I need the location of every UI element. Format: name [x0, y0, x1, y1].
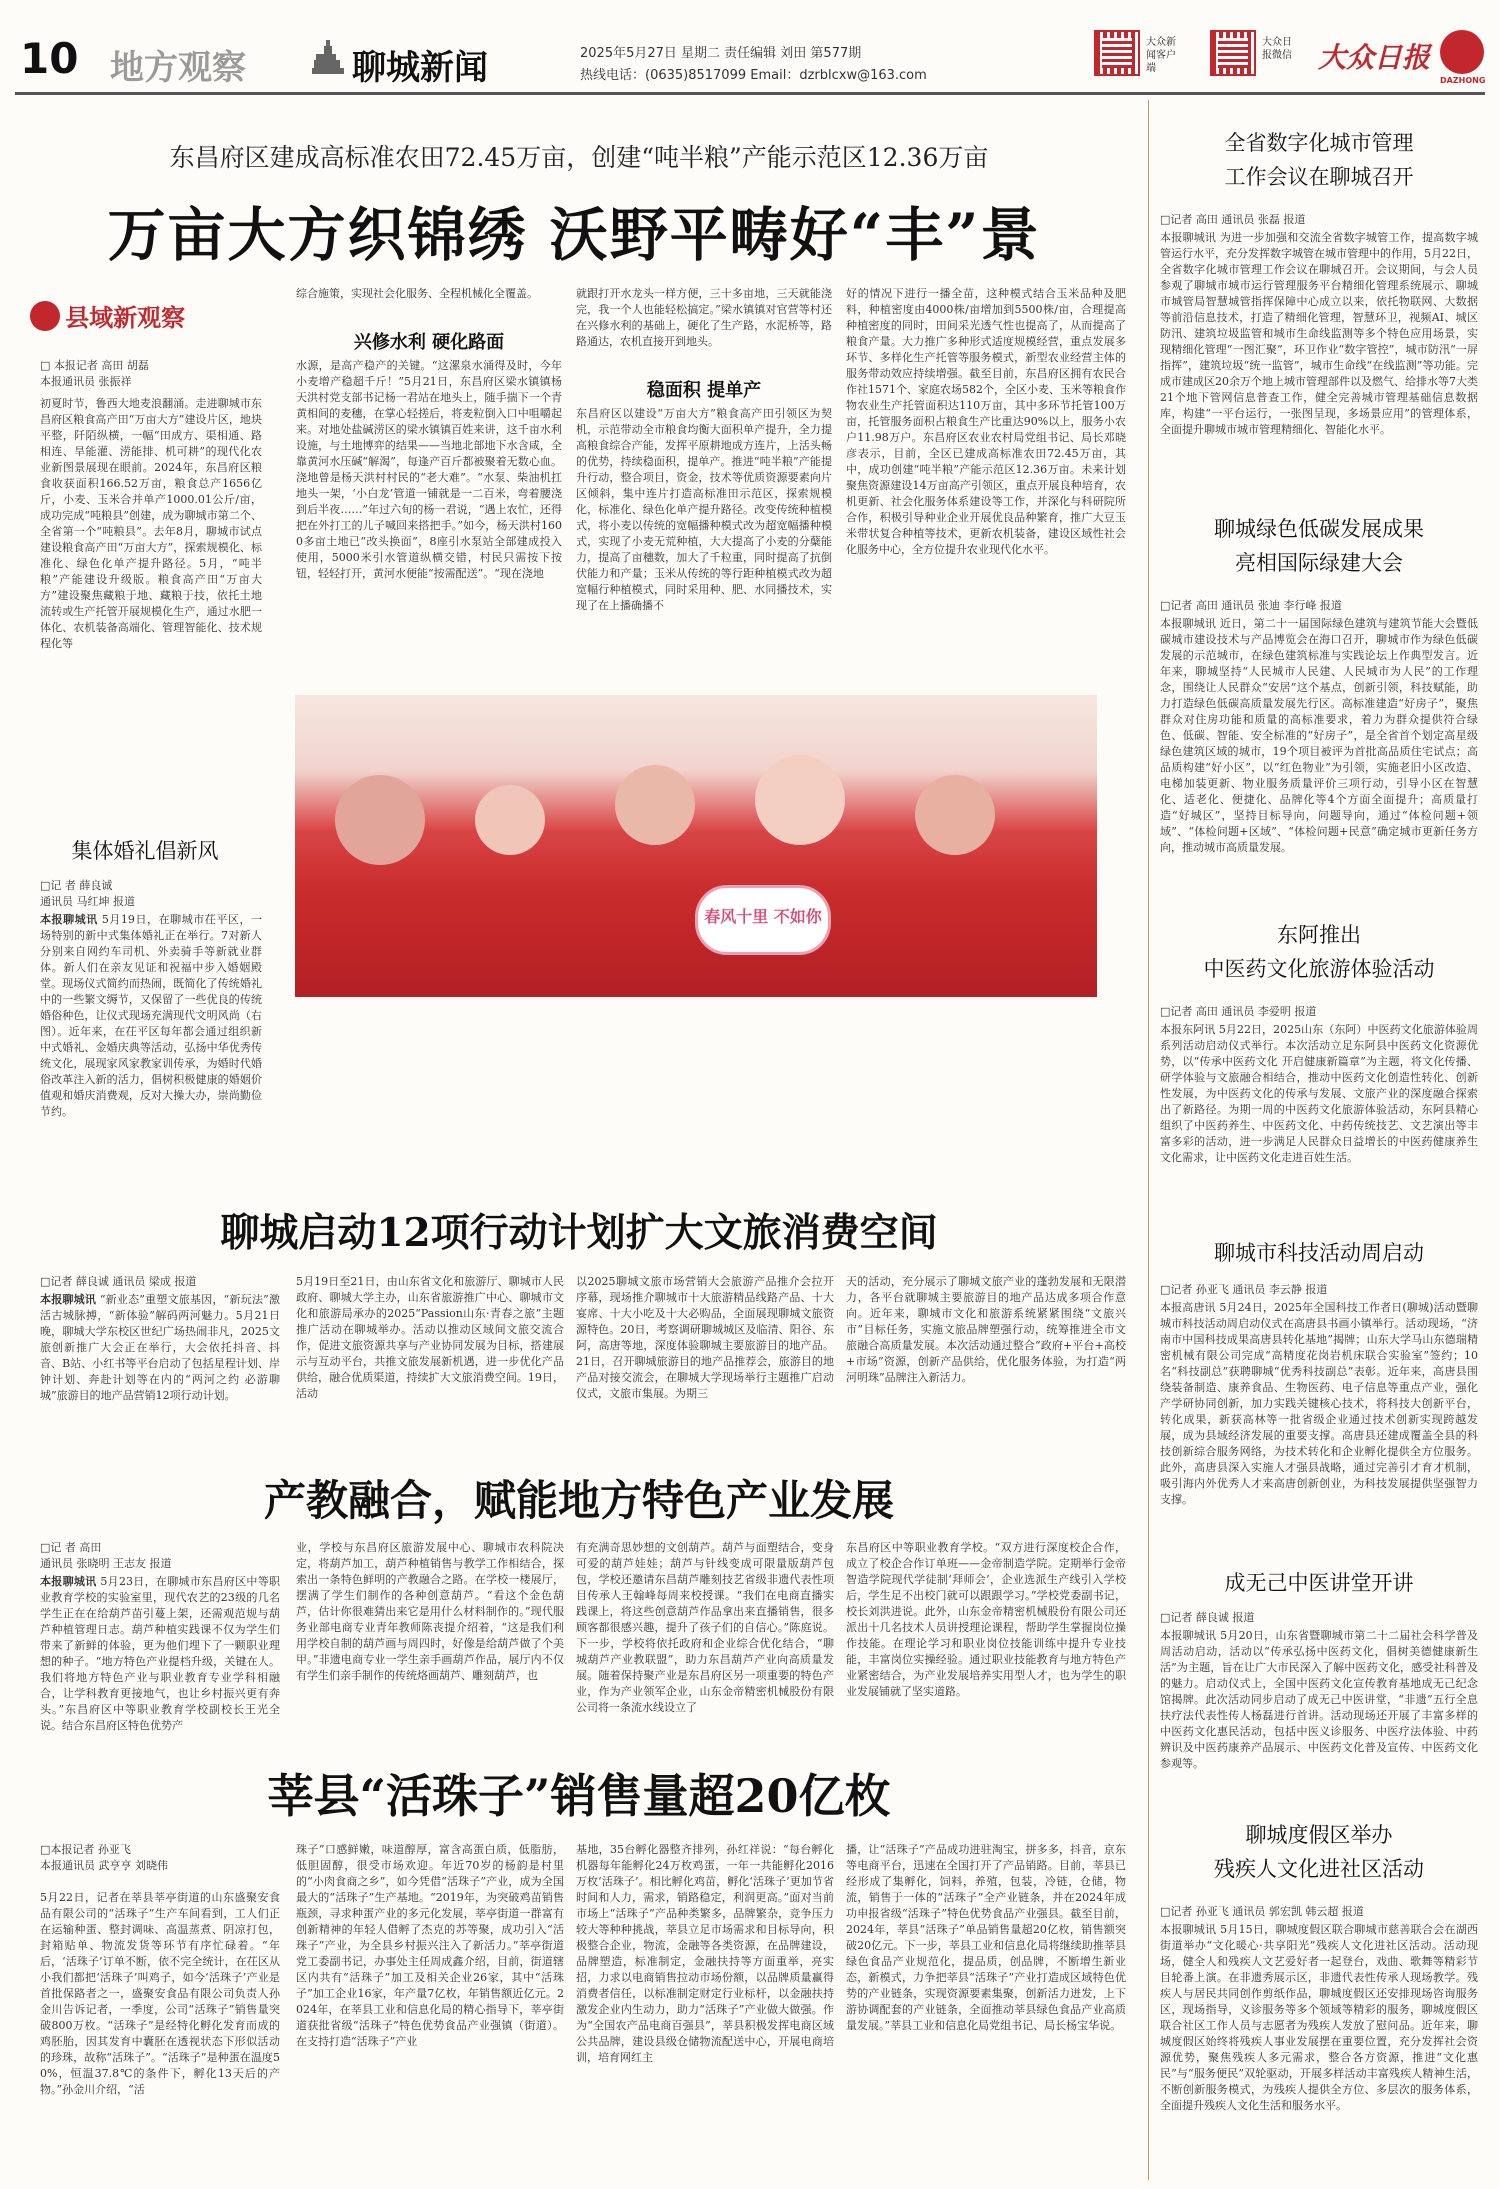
pearl-byline: □本报记者 孙亚飞 本报通讯员 武亨亨 刘晓伟 — [40, 1843, 168, 1872]
education-col-1-text: 5月23日，在聊城市东昌府区中等职业教育学校的实验室里，现代农艺的23级的几名学生正在在给葫芦苗引蔓上架，还需观范规与葫芦种植管理日志。葫芦种植实践课不仅为学生们带来了新鲜的体验，更为他们埋下了一颗职业理想的种子。“地方特色产业提档升级，关键在人。我们将地方特色产业与职业教育专业学科相融合，让学科教育更接地气，也让乡村振兴更有奔头。”东昌府区中等职业教育学校副校长王光全说。结合东昌府区特色优势产 — [40, 1575, 281, 1732]
page-number: 10 — [20, 34, 79, 83]
pearl-col-3: 基地，35台孵化器整齐排列，孙红祥说：“每台孵化机器每年能孵化24万枚鸡蛋，一年一共能孵化2016万枚‘活珠子’。相比孵化鸡苗，孵化‘活珠子’更加节省时间和人力，需求，销路稳定，利润更高。”面对当前市场上“活珠子”产品种类繁多，品牌繁杂，竞争压力较大等种种挑战，莘县立足市场需求和目标导向，积极整合企业，物流，金融等各类资源，在品牌建设，品牌塑造，标准制定，金融扶持等方面重举，亮实招，力求以电商销售拉动市场份额，以品牌质量赢得消费者信任，以标准制定财定行业标杆，以金融扶持激发企业内生动力，助力“活珠子”产业做大做强。作为“全国农产品电商百强县”，莘县积极发挥电商区域公共品牌，建设县级仓储物流配送中心，开展电商培训，培育网红主 — [576, 1843, 834, 2064]
qr-code-wechat-icon — [1210, 30, 1256, 76]
side-4-byline: □记者 孙亚飞 通讯员 李云静 报道 — [1160, 1283, 1328, 1296]
education-byline: □记 者 高田 通讯员 张晓明 王志友 报道 — [40, 1541, 172, 1570]
culture-col-3: 以2025聊城文旅市场营销大会旅游产品推介会拉开序幕，现场推介聊城市十大旅游精品线路产品、十大宴席、十大小吃及十大必购品，全面展现聊城文旅资源特色。20日，考察调研聊城城区及临清、阳谷、东阿，高唐等地，深度体验聊城主要旅游目的地产品。21日，召开聊城旅游目的地产品推荐会，旅游目的地产品对接交流会，在聊城大学现场举行主题推广启动仪式，文旅市集展。为期三 — [576, 1275, 834, 1400]
education-col-3: 有充满奇思妙想的文创葫芦。葫芦与面塑结合，变身可爱的葫芦娃娃；葫芦与针线变成可限量版葫芦包包，学校还邀请东昌葫芦雕刻技艺省级非遗代表性项目传承人王翰峰每周来校授课。“我们在电商直播实践课上，将这些创意葫芦作品拿出来直播销售，很多顾客都很感兴趣，提升了孩子们的自信心。”陈庭说。下一步，学校将依托政府和企业综合优化结合，“聊城葫芦产业教联盟”，助力东昌葫芦产业向高质量发展。随着保持聚产业是东昌府区另一项重要的特色产业，作为产业领军企业，山东金帝精密机械股份有限公司将一条流水线设立了 — [576, 1541, 834, 1714]
lead-col-4: 好的情况下进行一播全苗，这种模式结合玉米品种及肥料，种植密度由4000株/亩增加到5500株/亩，合理提高种植密度的同时，田间采光透气性也提高了，从而提高了粮食产量。大力推广多种形式适度规模经营，重点发展多环节、多样化生产托管等服务模式，新型农业经营主体的服务带动效应持续增强。截至目前，东昌府区拥有农民合作社1571个、家庭农场582个，全区小麦、玉米等粮食作物农业生产托管面积达110万亩，其中多环节托管100万亩，托管服务面积占粮食生产比重达90%以上，服务小农户11.98万户。东昌府区农业农村局党组书记、局长邓晓彦表示，目前，全区已建成高标准农田72.45万亩，其中，成功创建“吨半粮”产能示范区12.36万亩。未来计划聚焦资源建设14万亩高产引领区，重点开展良种培育，农机更新、社会化服务体系建设等工作，并深化与科研院所合作，积极引导种业企业开展优良品种繁育，推广大豆玉米带状复合种植等技术，更新农机装备，建设区域性社会化服务中心，全方位提升农业现代化水平。 — [846, 287, 1126, 556]
badge-label: 县域新观察 — [65, 304, 186, 332]
lead-col-2: 综合施策，实现社会化服务、全程机械化全覆盖。 — [296, 287, 538, 300]
county-badge — [30, 298, 260, 332]
photo-crowd-2 — [475, 785, 545, 855]
wedding-text: 5月19日，在聊城市茌平区，一场特别的新中式集体婚礼正在举行。7对新人分别来自网约车司机、外卖骑手等新就业群体。新人们在亲友见证和祝福中步入婚姻殿堂。现场仪式简约而热闹，既简化了传统婚礼中的一些繁文缛节，又保留了一些优良的传统婚俗种色，让仪式现场充满现代文明风尚（右图）。近年来，在茌平区每年都会通过组织新中式婚礼、金婚庆典等活动，弘扬中华优秀传统文化，展现家风家教家训传承，为婚时代婚俗改革注入新的活力，倡树积极健康的婚姻价值观和婚庆消费观，反对大操大办，崇尚勤俭节约。 — [40, 913, 263, 1118]
side-5-title: 成无己中医讲堂开讲 — [1224, 1571, 1414, 1595]
column-title: 聊城新闻 — [352, 48, 488, 88]
education-lead: 本报聊城讯 — [40, 1575, 97, 1588]
side-5-body: 本报聊城讯 5月20日，山东省暨聊城市第二十二届社会科学普及周活动启动，活动以“传承弘扬中医药文化，倡树美德健康新生活”为主题，旨在让广大市民深入了解中医药文化，感受社科普及的魅力。启动仪式上，全国中医药文化宣传教育基地成无己纪念馆揭牌。此次活动同步启动了成无己中医讲堂，“非遗”五行全息扶疗法代表性传人杨磊进行首讲。活动现场还开展了丰富多样的中医药文化惠民活动，包括中医义诊服务、中医疗法体验、中药辨识及中医药康养产品展示、中医药文化普及宣传、中医药文化参观等。 — [1160, 1629, 1478, 1770]
side-1-title: 全省数字化城市管理 工作会议在聊城召开 — [1224, 131, 1414, 189]
side-2-title: 聊城绿色低碳发展成果 亮相国际绿建大会 — [1214, 517, 1424, 575]
education-col-1 — [40, 1574, 281, 1732]
side-5-byline: □记者 薛良诚 报道 — [1160, 1611, 1255, 1624]
wedding-byline: □记 者 薛良诚 通讯员 马红坤 报道 — [40, 879, 135, 908]
lead-col-2-subhead: 兴修水利 硬化路面 — [353, 332, 505, 353]
wedding-body — [40, 912, 262, 1212]
education-col-2: 业，学校与东昌府区旅游发展中心、聊城市农科院决定，将葫芦加工，葫芦种植销售与教学工作相结合，探索出一条特色鲜明的产教融合之路。在学校一楼展厅，摆满了学生们制作的各种创意葫芦。“看这个金色葫芦，估计你很难猜出来它是用什么材料制作的。”现代服务业部电商专业青年教师陈丧提介绍着，“这是我们利用学校自制的葫芦画与周四时，好像是给葫芦做了个美甲。”非遗电商专业一学生亲手画葫芦作品，展厅内不仅有学生们亲手制作的传统烙画葫芦、雕刻葫芦，也 — [296, 1541, 564, 1682]
contact-line: 热线电话：(0635)8517099 Email：dzrblcxw@163.com — [580, 68, 927, 83]
culture-col-1 — [40, 1292, 280, 1454]
paper-logo-en: DAZHONG — [1440, 76, 1486, 85]
side-4-title: 聊城市科技活动周启动 — [1214, 1241, 1424, 1265]
photo-sign: 春风十里 不如你 — [695, 885, 831, 955]
culture-col-1-text: “新业态”重塑文旅基因，“新玩法”激活古城脉搏，“新体验”解码两河魅力。5月21日晚，聊城大学东校区世纪广场热闹非凡，2025文旅创新推广大会正在举行，大会依托抖音、抖音、B站、小红书等平台启动了包括星程计划、岸钟计划、奔赴计划等在内的“两河之约 必游聊城”旅游目的地产品营销12项行动计划。 — [40, 1293, 281, 1402]
side-6-byline: □记者 孙亚飞 通讯员 郭宏凯 韩云超 报道 — [1160, 1905, 1364, 1918]
side-6-body: 本报聊城讯 5月15日，聊城度假区联合聊城市慈善联合会在湖西街道举办“文化暖心·共享阳光”残疾人文化进社区活动。活动现场，健全人和残疾人文艺爱好者一起登台，戏曲、歌舞等精彩节目轮番上演。在非遗秀展示区，非遗代表性传承人现场教学。残疾人与居民共同创作剪纸作品，聊城度假区还安排现场咨询服务区，现场指导，义诊服务等多个领域等精彩的服务，聊城度假区联合社区工作人员与志愿者为残疾人发放了慰问品。近年来，聊城度假区始终将残疾人事业发展摆在重要位置，充分发挥社会资源优势，聚焦残疾人多元需求，整合各方资源，推进“文化惠民”与“服务便民”双轮驱动，开展多样活动丰富残疾人精神生活，不断创新服务模式，为残疾人提供全方位、多层次的服务体系，全面提升残疾人文化生活和服务水平。 — [1160, 1923, 1478, 2112]
pearl-col-4: 播，让“活珠子”产品成功进驻淘宝，拼多多，抖音，京东等电商平台，迅速在全国打开了产品销路。目前，莘县已经形成了集孵化，饲料，养殖，包装，冷链，仓储，物流，销售于一体的“活珠子”全产业链条，并在2024年成功申报省级“活珠子”特色优势食品产业强县。截至目前，2024年，莘县“活珠子”单品销售量超20亿枚，销售额突破20亿元。下一步，莘县工业和信息化局将继续助推莘县绿色食品产业规范化，提品质，创品牌，不断增生新业态，新模式，力争把莘县“活珠子”产业打造成区域特色优势的产业链条，实现资源要素集聚，创新活力迸发，上下游协调配套的产业链条，全面推动莘县绿色食品产业高质量发展。”莘县工业和信息化局党组书记、局长杨宝华说。 — [846, 1843, 1126, 2032]
wedding-title: 集体婚礼倡新风 — [71, 839, 219, 863]
pearl-col-2: 珠子”口感鲜嫩，味道醇厚，富含高蛋白质，低脂肪，低胆固醇，很受市场欢迎。年近70岁的杨韵是村里的“小肉食商之乡”，如今凭借“活珠子”产业，成为全国最大的“活珠子”生产基地。“2019年，为突破鸡苗销售瓶颈，寻求种蛋产业的多元化发展，莘亭街道一群富有创新精神的年轻人借孵了杰克的苏等聚，成功引入“活珠子”产业，为全县乡村振兴注入了新活力。”莘亭街道党工委副书记，办事处主任周成鑫介绍，目前，街道辖区内共有“活珠子”加工及相关企业26家，其中“活珠子”加工企业16家，年产量7亿枚，年销售额近亿元。2024年，在莘县工业和信息化局的精心指导下，莘亭街道获批省级“活珠子”特色优势食品产业强镇（街道）。在支持打造“活珠子”产业 — [296, 1843, 564, 2048]
photo-crowd-1 — [335, 775, 425, 865]
qr-caption-wechat: 大众日报微信 — [1262, 37, 1292, 61]
lead-col-2-body: 水源，是高产稳产的关键。“这漯泉水涌得及时，今年小麦增产稳超千斤！”5月21日，东昌府区梁水镇镇杨天洪村党支部书记杨一君站在地头上，随手揣下一个青黄相间的麦穗，在掌心轻搓后，将麦粒倒入口中咀嚼起来。对地处盐碱涝区的梁水镇镇百姓来讲，这千亩水利设施，与土地博弈的结果——当地北部地下水含咸，全靠黄河水压碱“解渴”，每逢产百斤都被聚着无数心血。浇地曾是杨天洪村村民的“老大难”。“水泵、柴油机扛地头一架，‘小白龙’管道一铺就是一二百米，弯着腰浇到后半夜……”年过六旬的杨一君说，“遇上农忙，还得把在外打工的儿子喊回来搭把手。”如今，杨天洪村1600多亩土地已“改头换面”，8座引水泵站全部建成投入使用，5000米引水管道纵横交错，村民只需按下按钮，轻轻打开，黄河水便能“按需配送”。“现在浇地 — [296, 359, 562, 580]
badge-icon — [30, 301, 60, 331]
lead-col-3: 就跟打开水龙头一样方便，三十多亩地，三天就能浇完，我一个人也能轻松搞定。”梁水镇镇对官营等村还在兴修水利的基础上，硬化了生产路，水泥桥等，路路通达，农机直接开到地头。 — [576, 287, 832, 348]
lead-col-1: 初夏时节，鲁西大地麦浪翻涌。走进聊城市东昌府区粮食高产田“万亩大方”建设片区，地块平整，阡陌纵横，一幅“田成方、渠相通、路相连、旱能灌、涝能排、机可耕”的现代化农业新图景展现在眼前。2024年，东昌府区粮食收获面积166.52万亩，粮食总产1656亿斤，小麦、玉米合并单产1000.01公斤/亩，成功完成“吨粮县”创建，成为聊城市第二个、全省第一个“吨粮县”。去年8月，聊城市试点建设粮食高产田“万亩大方”，探索规模化、标准化、绿色化单产提升路径。5月，“吨半粮”产能建设升级版。粮食高产田“万亩大方”建设聚焦藏粮于地、藏粮于技，依托土地流转或生产托管开展规模化生产，通过水肥一体化、农机装备高端化、管理智能化、技术规程化等 — [40, 397, 262, 650]
paper-logo: 大众日报 — [1318, 41, 1431, 74]
culture-col-4: 天的活动，充分展示了聊城文旅产业的蓬勃发展和无限潜力，各平台就聊城主要旅游目的地产品达成多项合作意向。近年来，聊城市文化和旅游系统紧紧围绕“文旅兴市”目标任务，实施文旅品牌塑强行动，统筹推进全市文旅融合高质量发展。本次活动通过整合“政府+平台+高校+市场”资源，创新产品供给，优化服务体验，为打造“两河明珠”品牌注入新活力。 — [846, 1275, 1126, 1384]
date-line: 2025年5月27日 星期二 责任编辑 刘田 第577期 — [580, 46, 862, 61]
lead-col-3-body: 东昌府区以建设“万亩大方”粮食高产田引领区为契机，示范带动全市粮食均衡大面积单产提升，全力提高粮食综合产能，发挥平原耕地成方连片，上活头畅的优势，持续稳面积，提单产。推进“吨半粮”产能提升行动，整合项目，资金，技术等优质资源要素向片区倾斜，集中连片打造高标准田示范区，探索规模化，标准化、绿色化单产提升路径。改变传统种植模式，将小麦以传统的宽幅播种模式改为超宽幅播种模式，实现了小麦无荒种植，大大提高了小麦的分蘖能力，提高了亩穗数，加大了千粒重，同时提高了抗倒伏能力和产量；玉米从传统的等行距种植模式改为超宽幅行种植模式，同时采用种、肥、水同播技术，实现了在上播确播不 — [576, 407, 832, 612]
side-1-byline: □记者 高田 通讯员 张磊 报道 — [1160, 213, 1306, 226]
section-title: 地方观察 — [110, 48, 246, 88]
photo-crowd-4 — [755, 755, 845, 845]
education-col-4: 东昌府区中等职业教育学校。“双方进行深度校企合作，成立了校企合作订单班——金帝制造学院。定期举行金帝智造学院现代学徒制‘拜师会’，企业选派生产线引入学校后，学生足不出校门就可以跟跟学习。”学校党委副书记，校长刘洪进说。此外，山东金帝精密机械股份有限公司还派出十几名技术人员讲授理论课程，帮助学生掌握岗位操作技能。在理论学习和职业岗位技能训练中提升专业技能，丰富岗位实操经验。通过职业技能教育与地方特色产业紧密结合，为产业发展培养实用型人才，也为学生的职业发展铺就了坚实道路。 — [846, 1541, 1126, 1698]
paper-logo-emblem-icon — [1440, 30, 1484, 74]
wedding-lead: 本报聊城讯 — [40, 913, 98, 926]
side-1-body: 本报聊城讯 为进一步加强和交流全省数字城管工作，提高数字城管运行水平，充分发挥数字城管在城市管理中的作用，5月22日，全省数字化城市管理工作会议在聊城召开。会议期间，与会人员参观了聊城市城市运行管理服务平台精细化管理系统展示、聊城市城管局智慧城管指挥保障中心成立以来，依托物联网、大数据等前沿信息技术，打造了精细化管理，智慧环卫，视频AI、城区防汛、建筑垃圾监管和城市生命线监测等多个特色应用场景，实现精细化管理“一图汇聚”，环卫作业“数字管控”，城市防汛“一屏指挥”，建筑垃圾“统一监管”，城市生命线“在线监测”等功能。完成市建成区20余万个地上城市管理部件以及燃气、给排水等7大类21个地下管网信息普查工作，健全完善城市管理基础信息数据库，构建“一平台运行，一张图呈现，多场景应用”的管理体系，全面提升聊城市城市管理精细化、智能化水平。 — [1160, 231, 1478, 436]
lead-col-3-subhead: 稳面积 提单产 — [646, 380, 762, 401]
pearl-headline: 莘县“活珠子”销售量超20亿枚 — [267, 1769, 891, 1823]
culture-headline: 聊城启动12项行动计划扩大文旅消费空间 — [220, 1210, 938, 1256]
photo-crowd-3 — [615, 765, 695, 845]
masthead-rule — [15, 92, 1485, 95]
lead-headline: 万亩大方织锦绣 沃野平畴好“丰”景 — [107, 201, 1041, 269]
culture-byline: □记者 薛良诚 通讯员 梁成 报道 — [40, 1275, 197, 1288]
culture-lead: 本报聊城讯 — [40, 1293, 97, 1306]
photo-crowd-5 — [915, 775, 995, 855]
qr-code-app-icon — [1094, 30, 1140, 76]
tower-icon — [308, 36, 348, 76]
side-2-byline: □记者 高田 通讯员 张迪 李行峰 报道 — [1160, 599, 1342, 612]
culture-col-2: 5月19日至21日，由山东省文化和旅游厅、聊城市人民政府、聊城大学主办，山东省旅游推广中心、聊城市文化和旅游局承办的2025“Passion山东·青春之旅”主题推广活动在聊城举办。活动以推动区域间文旅交流合作，促进文旅资源共享与产业协同发展为目标，搭建展示与互动平台，共推文旅发展新机遇，进一步优化产品供给，融合优质渠道，持续扩大文旅消费空间。19日，活动 — [296, 1275, 564, 1400]
column-divider — [1148, 100, 1149, 2180]
side-4-body: 本报高唐讯 5月24日，2025年全国科技工作者日(聊城)活动暨聊城市科技活动周启动仪式在高唐县书画小镇举行。活动现场，“济南市中国科技成果高唐县转化基地”揭牌；山东大学马山东德瑞精密机械有限公司完成“高精度花岗岩机床联合实验室”签约；10名“科技副总”获聘聊城“优秀科技副总”表彰。近年来，高唐县围绕装备制造、康养食品、生物医药、电子信息等重点产业，强化产学研协同创新，加力实践关键核心技术，将科技大创新平台，转化成果，新获高林等一批省级企业通过技术创新实现跨越发展，成为县域经济发展的重要支撑。高唐县还建成覆盖全县的科技创新综合服务网络，为技术转化和企业孵化提供全方位服务。此外，高唐县深入实施人才强县战略，通过完善引才育才机制，吸引海内外优秀人才来高唐创新创业，为科技发展提供坚强智力支撑。 — [1160, 1301, 1478, 1506]
side-6-title: 聊城度假区举办 残疾人文化进社区活动 — [1214, 1823, 1424, 1881]
lead-byline: □ 本报记者 高田 胡磊 本报通讯员 张振祥 — [40, 359, 149, 388]
side-2-body: 本报聊城讯 近日，第二十一届国际绿色建筑与建筑节能大会暨低碳城市建设技术与产品博览会在海口召开，聊城市作为绿色低碳发展的示范城市，在绿色建筑标准与实践论坛上作典型发言。近年来，聊城坚持“人民城市人民建、人民城市为人民”的工作理念，围绕让人民群众“安居”这个基点，创新引领，科技赋能，助力打造绿色低碳高质量发展先行区。高标准建造“好房子”，聚焦群众对住房功能和质量的高标准要求，着力为群众提供符合绿色、低碳、智能、安全标准的“好房子”，是全省首个划定高星级绿色建筑区域的城市，19个项目被评为首批高品质住宅试点；高品质构建“好小区”，以“红色物业”为引领，实施老旧小区改造、电梯加装更新、物业服务质量评价三项行动，引导小区在智慧化、适老化、便捷化、品牌化等4个方面全面提升；高质量打造“好城区”，坚持目标导向，问题导向，通过“体检问题+领域”、“体检问题+区域”、“体检问题+民意”确定城市更新任务方向，推动城市高质量发展。 — [1160, 617, 1478, 854]
lead-kicker: 东昌府区建成高标准农田72.45万亩，创建“吨半粮”产能示范区12.36万亩 — [169, 143, 989, 172]
side-3-body: 本报东阿讯 5月22日，2025山东（东阿）中医药文化旅游体验周系列活动启动仪式举行。本次活动立足东阿县中医药文化资源优势，以“传承中医药文化 开启健康新篇章”为主题，将文化传播、研学体验与文旅融合相结合，推动中医药文化创造性转化、创新性发展，为中医药文化的传承与发展、文旅产业的深度融合探索出了新路径。为期一周的中医药文化旅游体验活动，东阿县精心组织了中医药养生、中医药文化、中药传统技艺、文艺演出等丰富多彩的活动，进一步满足人民群众日益增长的中医药健康养生文化需求，让中医药文化走进百姓生活。 — [1160, 1023, 1478, 1164]
side-3-title: 东阿推出 中医药文化旅游体验活动 — [1203, 923, 1435, 981]
qr-caption-app: 大众新闻客户端 — [1146, 37, 1176, 74]
pearl-col-1: 5月22日，记者在莘县莘亭街道的山东盛聚安食品有限公司的“活珠子”生产车间看到，工人们正在运输种蛋、整封调味、高温蒸煮、阴凉打包，封箱贴单、物流发货等环节有序忙碌着。“年后，‘活珠子’订单不断，依不完全统计，在茌区从小我们都把‘活珠子’叫鸡子，如今‘活珠子’产业是首批保路者之一，盛聚安食品有限公司负责人孙金川告诉记者，一季度，公司“活珠子”销售量突破800万枚。“活珠子”是经特化孵化发育而成的鸡胚胎，因其发育中囊胚在透视状态下形似活动的珍珠，故称“活珠子”。“活珠子”是种蛋在温度50%，恒温37.8℃的条件下，孵化13天后的产物。”孙金川介绍，“活 — [40, 1891, 280, 2096]
education-headline: 产教融合，赋能地方特色产业发展 — [263, 1476, 894, 1525]
wedding-photo — [295, 695, 1097, 997]
side-3-byline: □记者 高田 通讯员 李爱明 报道 — [1160, 1005, 1317, 1018]
